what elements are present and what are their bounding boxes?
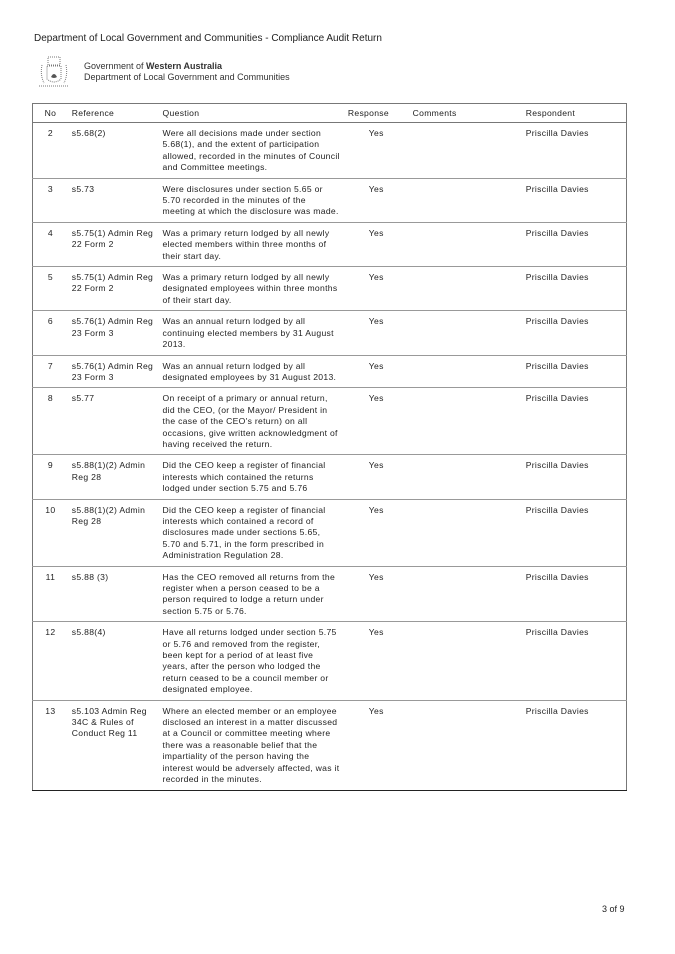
comments-cell <box>409 499 522 566</box>
comments-cell <box>409 267 522 311</box>
reference-cell: s5.103 Admin Reg 34C & Rules of Conduct Reg 11 <box>68 700 159 790</box>
column-header-question: Question <box>159 104 344 123</box>
respondent-cell: Priscilla Davies <box>522 700 627 790</box>
table-row <box>33 566 627 622</box>
question-cell: Was a primary return lodged by all newly elected members within three months of their start day. <box>159 222 344 266</box>
table-row <box>33 499 627 566</box>
reference-cell: s5.88(4) <box>68 622 159 700</box>
reference-cell: s5.88(1)(2) Admin Reg 28 <box>68 455 159 499</box>
respondent-cell: Priscilla Davies <box>522 178 627 222</box>
row-number: 3 <box>33 178 68 222</box>
question-cell: Did the CEO keep a register of financial interests which contained the returns lodged under section 5.75 and 5.76 <box>159 455 344 499</box>
response-cell: Yes <box>344 700 409 790</box>
response-cell: Yes <box>344 267 409 311</box>
row-number: 8 <box>33 388 68 455</box>
row-number: 9 <box>33 455 68 499</box>
response-cell: Yes <box>344 455 409 499</box>
row-number: 6 <box>33 311 68 355</box>
row-number: 12 <box>33 622 68 700</box>
row-number: 4 <box>33 222 68 266</box>
row-number: 13 <box>33 700 68 790</box>
reference-cell: s5.76(1) Admin Reg 23 Form 3 <box>68 311 159 355</box>
reference-cell: s5.88 (3) <box>68 566 159 622</box>
table-row <box>33 355 627 388</box>
table-row <box>33 700 627 790</box>
respondent-cell: Priscilla Davies <box>522 622 627 700</box>
respondent-cell: Priscilla Davies <box>522 566 627 622</box>
wa-coat-of-arms-icon <box>38 55 70 89</box>
respondent-cell: Priscilla Davies <box>522 123 627 179</box>
table-row <box>33 311 627 355</box>
table-row <box>33 123 627 179</box>
reference-cell: s5.88(1)(2) Admin Reg 28 <box>68 499 159 566</box>
respondent-cell: Priscilla Davies <box>522 267 627 311</box>
question-cell: Have all returns lodged under section 5.75 or 5.76 and removed from the register, been kept for a period of at least five years, after the person who lodged the return ceased to be a council member or designated employee. <box>159 622 344 700</box>
question-cell: Was an annual return lodged by all continuing elected members by 31 August 2013. <box>159 311 344 355</box>
reference-cell: s5.76(1) Admin Reg 23 Form 3 <box>68 355 159 388</box>
comments-cell <box>409 178 522 222</box>
row-number: 7 <box>33 355 68 388</box>
response-cell: Yes <box>344 622 409 700</box>
respondent-cell: Priscilla Davies <box>522 455 627 499</box>
question-cell: Where an elected member or an employee disclosed an interest in a matter discussed at a Council or committee meeting where there was a reasonable belief that the impartiality of the person having the interest would be adversely affected, was it recorded in the minutes. <box>159 700 344 790</box>
comments-cell <box>409 700 522 790</box>
column-header-reference: Reference <box>68 104 159 123</box>
response-cell: Yes <box>344 178 409 222</box>
department-line: Department of Local Government and Communities <box>84 72 290 82</box>
response-cell: Yes <box>344 566 409 622</box>
row-number: 11 <box>33 566 68 622</box>
compliance-audit-table <box>32 103 627 791</box>
question-cell: Was an annual return lodged by all designated employees by 31 August 2013. <box>159 355 344 388</box>
question-cell: Were all decisions made under section 5.68(1), and the extent of participation allowed, recorded in the minutes of Council and Committee meetings. <box>159 123 344 179</box>
comments-cell <box>409 123 522 179</box>
response-cell: Yes <box>344 499 409 566</box>
reference-cell: s5.73 <box>68 178 159 222</box>
reference-cell: s5.77 <box>68 388 159 455</box>
comments-cell <box>409 355 522 388</box>
response-cell: Yes <box>344 388 409 455</box>
question-cell: Were disclosures under section 5.65 or 5.70 recorded in the minutes of the meeting at which the disclosure was made. <box>159 178 344 222</box>
question-cell: Did the CEO keep a register of financial interests which contained a record of disclosures made under sections 5.65, 5.70 and 5.71, in the form prescribed in Administration Regulation 28. <box>159 499 344 566</box>
table-row <box>33 388 627 455</box>
respondent-cell: Priscilla Davies <box>522 499 627 566</box>
comments-cell <box>409 622 522 700</box>
respondent-cell: Priscilla Davies <box>522 311 627 355</box>
column-header-response: Response <box>344 104 409 123</box>
government-line: Government of Western Australia <box>84 61 223 71</box>
response-cell: Yes <box>344 311 409 355</box>
table-row <box>33 622 627 700</box>
question-cell: Was a primary return lodged by all newly designated employees within three months of their start day. <box>159 267 344 311</box>
document-title: Department of Local Government and Communities - Compliance Audit Return <box>34 33 382 44</box>
comments-cell <box>409 455 522 499</box>
respondent-cell: Priscilla Davies <box>522 388 627 455</box>
government-branding <box>84 61 290 83</box>
comments-cell <box>409 222 522 266</box>
row-number: 5 <box>33 267 68 311</box>
row-number: 10 <box>33 499 68 566</box>
comments-cell <box>409 311 522 355</box>
table-header-row <box>33 104 627 123</box>
response-cell: Yes <box>344 355 409 388</box>
table-row <box>33 455 627 499</box>
reference-cell: s5.75(1) Admin Reg 22 Form 2 <box>68 222 159 266</box>
column-header-comments: Comments <box>409 104 522 123</box>
table-row <box>33 222 627 266</box>
response-cell: Yes <box>344 123 409 179</box>
table-row <box>33 267 627 311</box>
column-header-no: No <box>33 104 68 123</box>
comments-cell <box>409 566 522 622</box>
respondent-cell: Priscilla Davies <box>522 355 627 388</box>
table-row <box>33 178 627 222</box>
column-header-respondent: Respondent <box>522 104 627 123</box>
respondent-cell: Priscilla Davies <box>522 222 627 266</box>
page-number: 3 of 9 <box>602 904 625 914</box>
row-number: 2 <box>33 123 68 179</box>
reference-cell: s5.75(1) Admin Reg 22 Form 2 <box>68 267 159 311</box>
header-logo-block <box>38 55 290 89</box>
response-cell: Yes <box>344 222 409 266</box>
question-cell: Has the CEO removed all returns from the register when a person ceased to be a person required to lodge a return under section 5.75 or 5.76. <box>159 566 344 622</box>
reference-cell: s5.68(2) <box>68 123 159 179</box>
comments-cell <box>409 388 522 455</box>
question-cell: On receipt of a primary or annual return, did the CEO, (or the Mayor/ President in the case of the CEO's return) on all occasions, give written acknowledgment of having received the return. <box>159 388 344 455</box>
